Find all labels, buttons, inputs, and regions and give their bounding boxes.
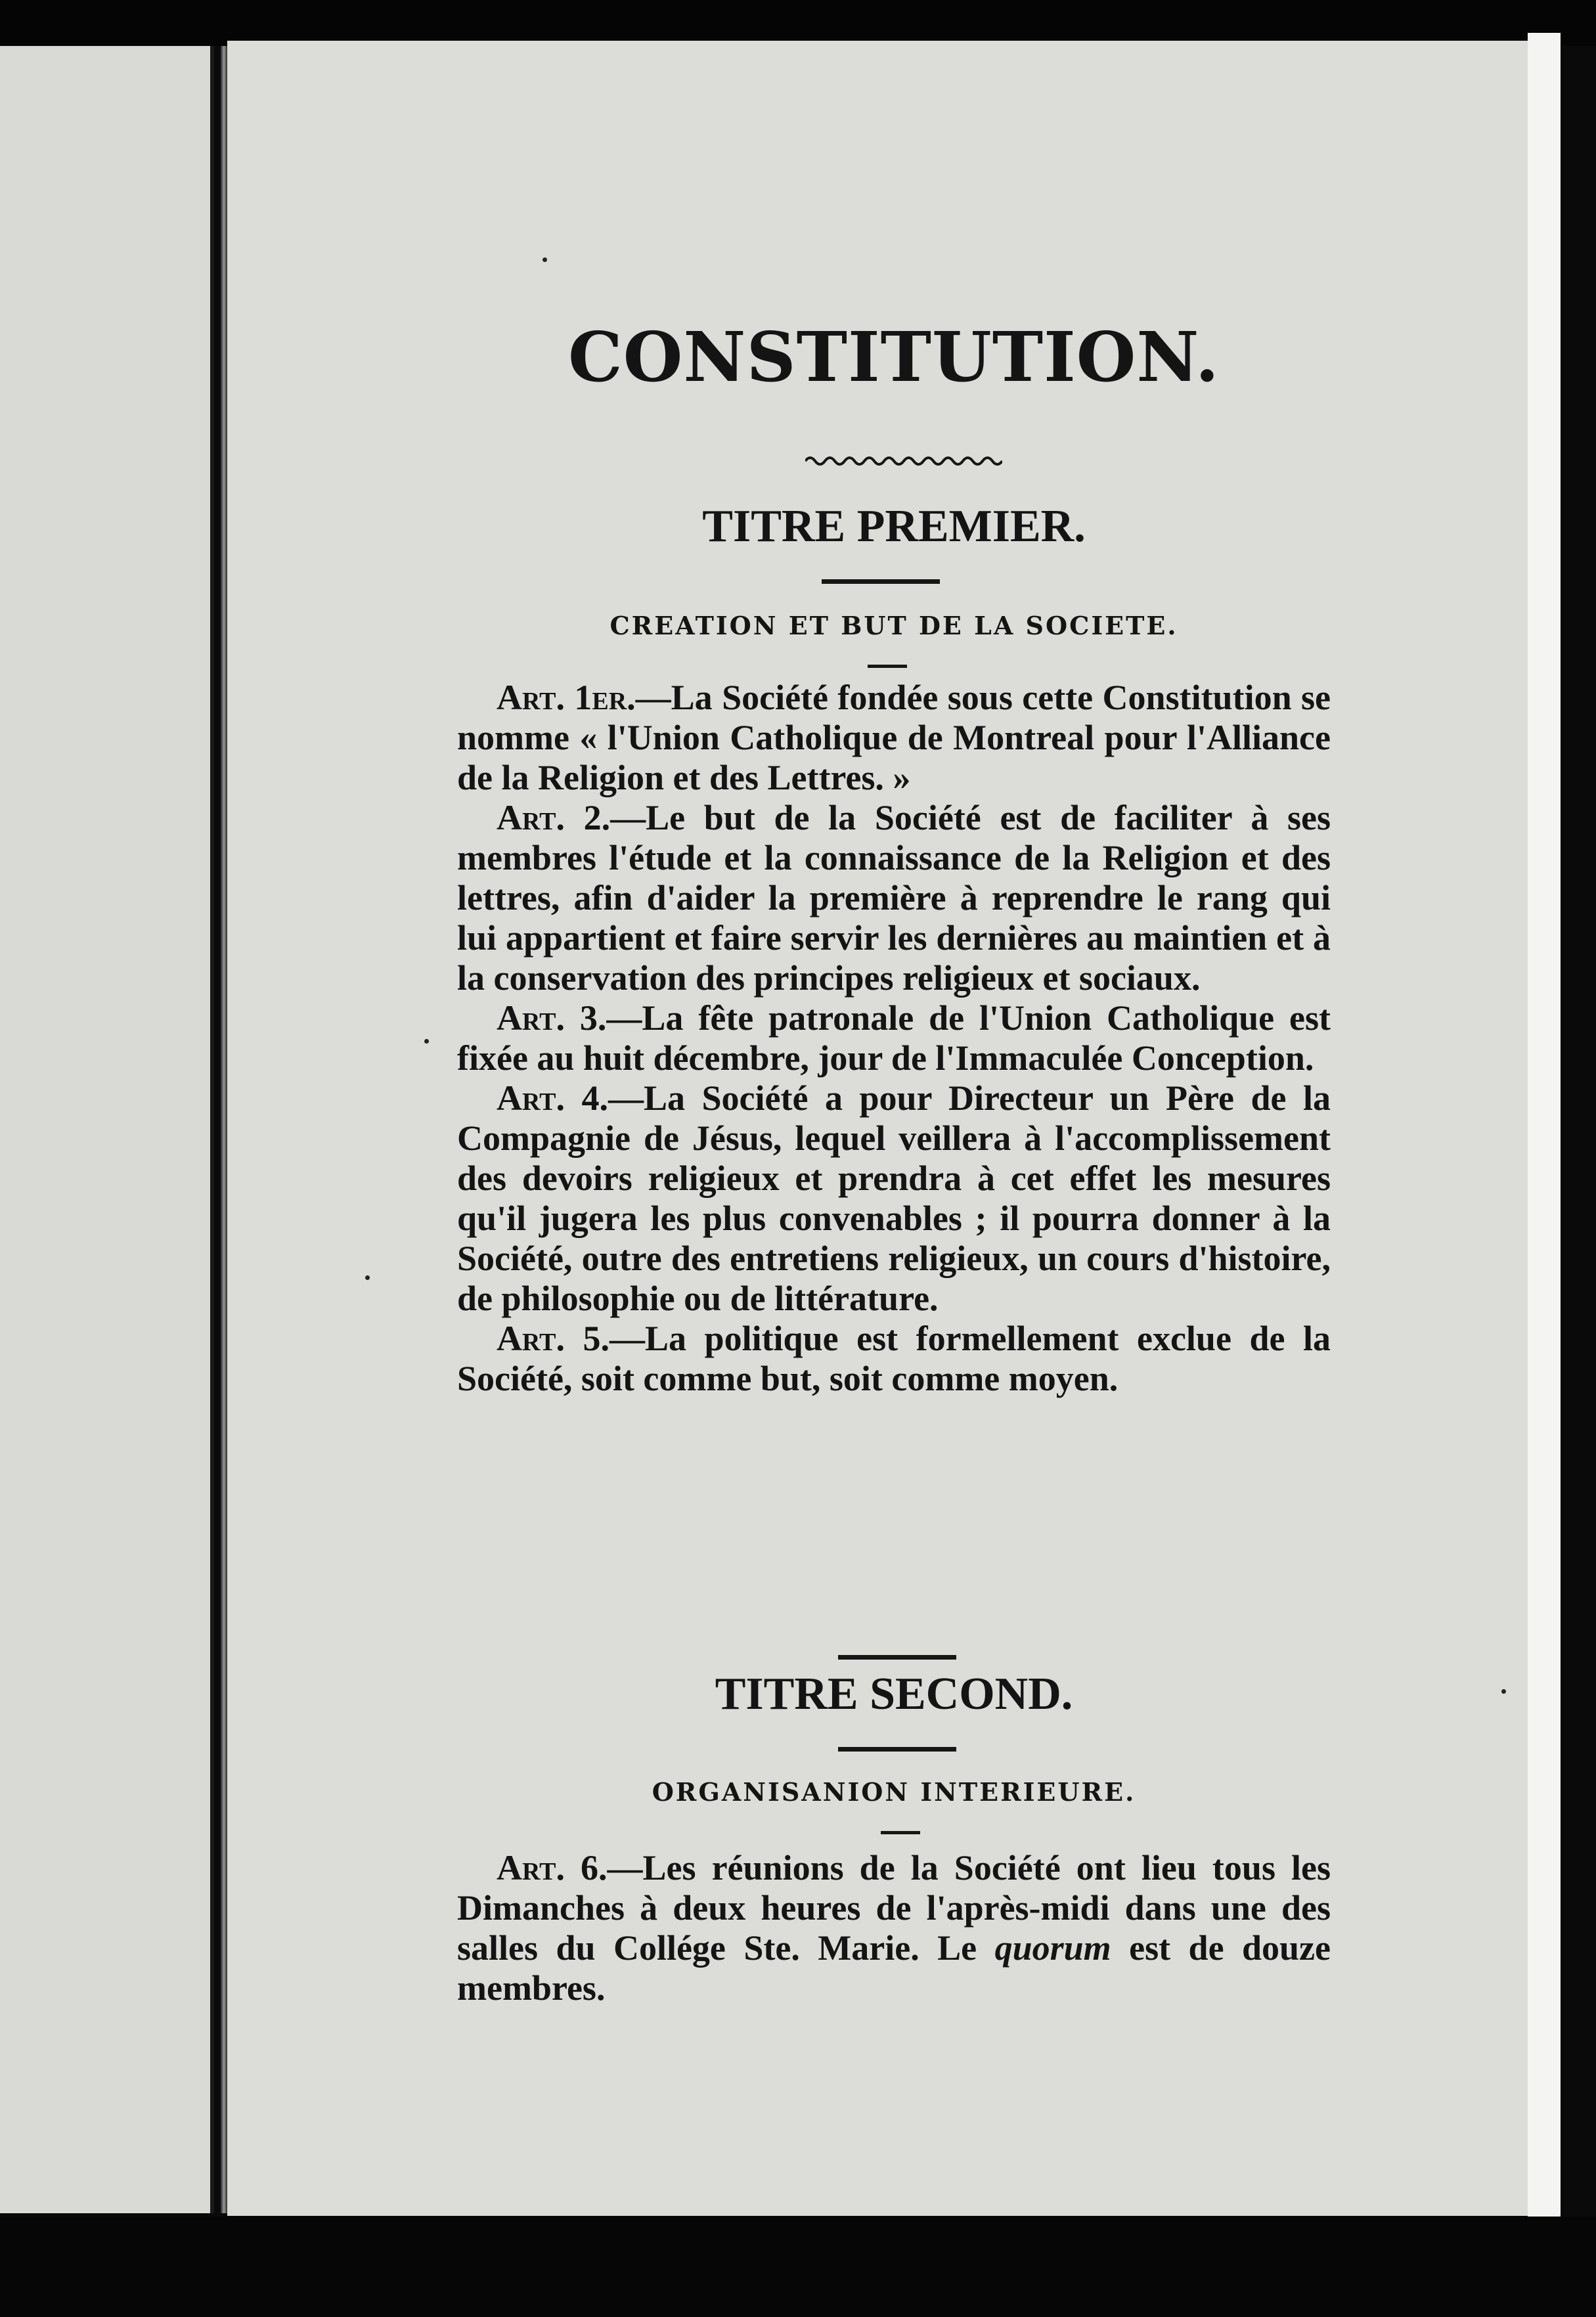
article-3: Art. 3.—La fête patronale de l'Union Catholique est fixée au huit décembre, jour de l'Immaculée Conception.: [457, 998, 1331, 1078]
section-rule: [838, 1655, 956, 1660]
scan-top-border: [0, 0, 1596, 46]
page-right-edge: [1528, 33, 1561, 2220]
wavy-ornament: [805, 453, 1002, 469]
heading-rule: [822, 579, 940, 584]
page-title: CONSTITUTION.: [568, 317, 1220, 397]
article-2: Art. 2.—Le but de la Société est de faciliter à ses membres l'étude et la connaissance de la Religion et des lettres, afin d'aider la première à reprendre le rang qui lui appartient et faire servir les dernières au maintien et à la conservation des principes religieux et sociaux.: [457, 798, 1331, 998]
titre-second-articles: [457, 1848, 1331, 2008]
facing-page-edge: [0, 46, 214, 2213]
paper-speck: [365, 1275, 370, 1280]
paper-speck: [424, 1039, 429, 1044]
scan-bottom-border: [0, 2217, 1596, 2317]
heading-rule-2: [838, 1747, 956, 1752]
titre-premier-heading: TITRE PREMIER.: [702, 501, 1086, 552]
article-6: Art. 6.—Les réunions de la Société ont lieu tous les Dimanches à deux heures de l'après-midi dans une des salles du Collége Ste. Marie. Le quorum est de douze membres.: [457, 1848, 1331, 2008]
titre-second-heading: TITRE SECOND.: [715, 1669, 1073, 1719]
paper-speck: [1501, 1689, 1506, 1694]
page-content: [227, 41, 1528, 2216]
article-1: Art. 1er.—La Société fondée sous cette Constitution se nomme « l'Union Catholique de Montreal pour l'Alliance de la Religion et des Lettres. »: [457, 678, 1331, 797]
titre-premier-subheading: CREATION ET BUT DE LA SOCIETE.: [610, 611, 1178, 640]
titre-premier-articles: [457, 678, 1331, 1399]
article-5: Art. 5.—La politique est formellement exclue de la Société, soit comme but, soit comme moyen.: [457, 1319, 1331, 1398]
titre-second-subheading: ORGANISANION INTERIEURE.: [652, 1777, 1136, 1807]
subheading-rule: [868, 665, 907, 668]
page-gutter: [221, 46, 227, 2213]
subheading-rule-2: [881, 1831, 920, 1834]
article-4: Art. 4.—La Société a pour Directeur un Père de la Compagnie de Jésus, lequel veillera à l'accomplissement des devoirs religieux et prendra à cet effet les mesures qu'il jugera les plus convenables ; il pourra donner à la Société, outre des entretiens religieux, un cours d'histoire, de philosophie ou de littérature.: [457, 1078, 1331, 1318]
paper-speck: [543, 257, 547, 262]
